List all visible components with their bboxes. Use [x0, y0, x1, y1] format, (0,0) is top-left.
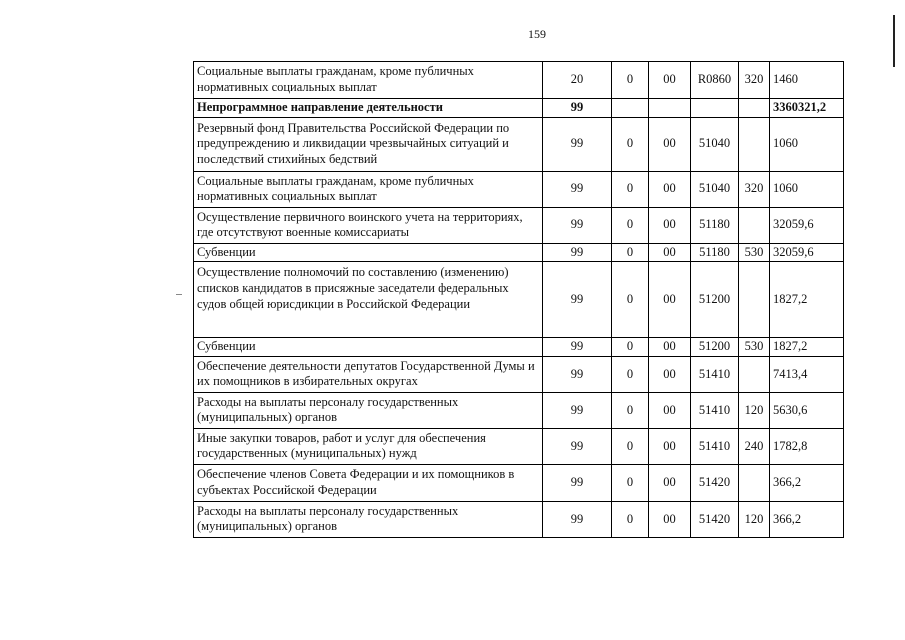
row-code-5 [739, 262, 770, 338]
table-row [194, 338, 844, 357]
row-code-4: 51180 [691, 243, 739, 262]
row-code-2: 0 [612, 243, 649, 262]
row-code-3: 00 [649, 171, 691, 207]
row-code-2 [612, 99, 649, 118]
row-code-5: 120 [739, 501, 770, 537]
row-code-1: 99 [543, 117, 612, 171]
row-code-3: 00 [649, 356, 691, 392]
row-name: Обеспечение деятельности депутатов Государственной Думы и их помощников в избирательных округах [194, 356, 543, 392]
table-row [194, 243, 844, 262]
row-code-4: 51410 [691, 356, 739, 392]
row-code-4: 51040 [691, 117, 739, 171]
row-code-2: 0 [612, 207, 649, 243]
row-amount: 7413,4 [770, 356, 844, 392]
row-name: Обеспечение членов Совета Федерации и их помощников в субъектах Российской Федерации [194, 464, 543, 501]
row-code-3: 00 [649, 243, 691, 262]
row-name: Непрограммное направление деятельности [194, 99, 543, 118]
row-code-5 [739, 207, 770, 243]
row-code-1: 99 [543, 464, 612, 501]
row-code-3: 00 [649, 62, 691, 99]
row-amount: 1060 [770, 171, 844, 207]
table-row [194, 356, 844, 392]
row-code-5: 320 [739, 171, 770, 207]
row-code-3: 00 [649, 338, 691, 357]
table-row [194, 99, 844, 118]
row-code-2: 0 [612, 62, 649, 99]
row-amount: 1827,2 [770, 338, 844, 357]
row-code-4: 51200 [691, 262, 739, 338]
row-name: Социальные выплаты гражданам, кроме публичных нормативных социальных выплат [194, 171, 543, 207]
table-row [194, 171, 844, 207]
row-amount: 366,2 [770, 501, 844, 537]
table-row [194, 262, 844, 338]
row-amount: 32059,6 [770, 207, 844, 243]
row-name: Осуществление полномочий по составлению (изменению) списков кандидатов в присяжные заседатели федеральных судов общей юрисдикции в Российской Федерации [194, 262, 543, 338]
row-code-2: 0 [612, 392, 649, 428]
row-name: Осуществление первичного воинского учета на территориях, где отсутствуют военные комиссариаты [194, 207, 543, 243]
row-code-3: 00 [649, 428, 691, 464]
row-code-1: 99 [543, 171, 612, 207]
row-name: Субвенции [194, 243, 543, 262]
row-name: Субвенции [194, 338, 543, 357]
margin-rule [893, 15, 895, 67]
row-amount: 1460 [770, 62, 844, 99]
table-row [194, 62, 844, 99]
row-name: Резервный фонд Правительства Российской Федерации по предупреждению и ликвидации чрезвычайных ситуаций и последствий стихийных бедствий [194, 117, 543, 171]
row-code-4: 51200 [691, 338, 739, 357]
table-row [194, 428, 844, 464]
row-amount: 32059,6 [770, 243, 844, 262]
budget-table [193, 61, 844, 538]
row-code-3: 00 [649, 117, 691, 171]
row-code-2: 0 [612, 171, 649, 207]
page-number: 159 [528, 27, 546, 41]
row-code-4: 51040 [691, 171, 739, 207]
row-code-3: 00 [649, 501, 691, 537]
row-amount: 3360321,2 [770, 99, 844, 118]
row-name: Социальные выплаты гражданам, кроме публичных нормативных социальных выплат [194, 62, 543, 99]
row-code-1: 99 [543, 356, 612, 392]
row-code-1: 99 [543, 338, 612, 357]
row-code-2: 0 [612, 501, 649, 537]
table-row [194, 117, 844, 171]
table-row [194, 501, 844, 537]
row-amount: 366,2 [770, 464, 844, 501]
table-row [194, 392, 844, 428]
row-code-1: 99 [543, 262, 612, 338]
row-code-5: 240 [739, 428, 770, 464]
row-code-4: R0860 [691, 62, 739, 99]
row-code-1: 99 [543, 428, 612, 464]
row-code-1: 99 [543, 99, 612, 118]
row-code-2: 0 [612, 356, 649, 392]
row-code-2: 0 [612, 428, 649, 464]
row-amount: 1060 [770, 117, 844, 171]
margin-mark [176, 294, 182, 295]
row-code-1: 99 [543, 392, 612, 428]
row-name: Расходы на выплаты персоналу государственных (муниципальных) органов [194, 392, 543, 428]
row-code-1: 99 [543, 243, 612, 262]
table-row [194, 207, 844, 243]
row-name: Иные закупки товаров, работ и услуг для обеспечения государственных (муниципальных) нужд [194, 428, 543, 464]
row-amount: 1782,8 [770, 428, 844, 464]
row-code-4: 51410 [691, 428, 739, 464]
table-row [194, 464, 844, 501]
row-name: Расходы на выплаты персоналу государственных (муниципальных) органов [194, 501, 543, 537]
row-code-2: 0 [612, 464, 649, 501]
row-code-3: 00 [649, 464, 691, 501]
row-code-1: 20 [543, 62, 612, 99]
row-code-4: 51420 [691, 501, 739, 537]
row-code-4: 51410 [691, 392, 739, 428]
row-code-3 [649, 99, 691, 118]
row-code-5: 120 [739, 392, 770, 428]
row-code-5 [739, 117, 770, 171]
row-code-5 [739, 356, 770, 392]
row-code-5 [739, 464, 770, 501]
row-code-5: 320 [739, 62, 770, 99]
row-code-2: 0 [612, 117, 649, 171]
row-code-2: 0 [612, 262, 649, 338]
row-code-4 [691, 99, 739, 118]
row-code-4: 51420 [691, 464, 739, 501]
row-code-2: 0 [612, 338, 649, 357]
row-code-1: 99 [543, 207, 612, 243]
row-code-3: 00 [649, 392, 691, 428]
row-amount: 1827,2 [770, 262, 844, 338]
row-code-5: 530 [739, 243, 770, 262]
row-code-1: 99 [543, 501, 612, 537]
row-amount: 5630,6 [770, 392, 844, 428]
row-code-4: 51180 [691, 207, 739, 243]
row-code-3: 00 [649, 262, 691, 338]
row-code-5: 530 [739, 338, 770, 357]
row-code-5 [739, 99, 770, 118]
row-code-3: 00 [649, 207, 691, 243]
